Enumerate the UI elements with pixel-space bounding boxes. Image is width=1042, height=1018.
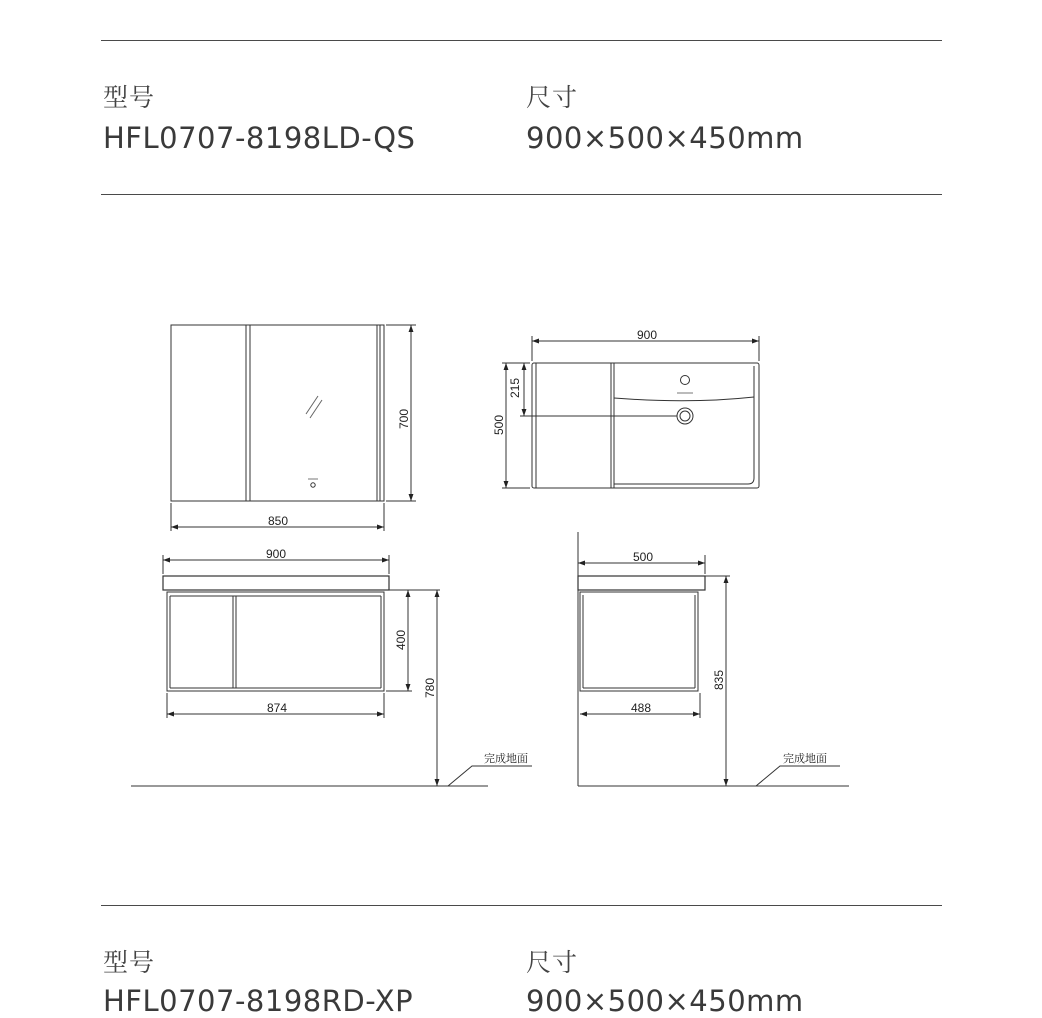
model-label: 型号 <box>103 83 156 112</box>
size-label: 尺寸 <box>526 948 579 977</box>
dim-215: 215 <box>508 377 522 399</box>
dim-900-top: 900 <box>636 328 658 342</box>
dim-900-front: 900 <box>265 547 287 561</box>
dim-500-side: 500 <box>632 550 654 564</box>
model-value: HFL0707-8198RD-XP <box>103 984 414 1018</box>
size-value: 900×500×450mm <box>526 121 804 155</box>
dim-874: 874 <box>266 701 288 715</box>
floor-leader <box>756 766 840 786</box>
dim-500-top: 500 <box>492 414 506 436</box>
floor-label: 完成地面 <box>783 753 827 765</box>
model-label: 型号 <box>103 948 156 977</box>
dim-488: 488 <box>630 701 652 715</box>
dim-850: 850 <box>267 514 289 528</box>
vanity-side-view <box>578 532 849 786</box>
vanity-front-view <box>131 555 532 786</box>
dim-835: 835 <box>712 669 726 691</box>
size-value: 900×500×450mm <box>526 984 804 1018</box>
touch-switch-icon <box>311 483 315 487</box>
size-label: 尺寸 <box>526 83 579 112</box>
drain-icon <box>677 408 693 424</box>
dim-400: 400 <box>394 629 408 651</box>
basin-top-view <box>502 336 759 488</box>
floor-leader <box>448 766 532 786</box>
dim-780: 780 <box>423 677 437 699</box>
bottom-divider <box>101 905 942 906</box>
floor-label: 完成地面 <box>484 753 528 765</box>
faucet-hole-icon <box>681 376 690 385</box>
mirror-reflection-mark <box>306 396 318 414</box>
mirror-cabinet-view <box>171 325 416 531</box>
model-value: HFL0707-8198LD-QS <box>103 121 416 155</box>
dim-700: 700 <box>397 408 411 430</box>
